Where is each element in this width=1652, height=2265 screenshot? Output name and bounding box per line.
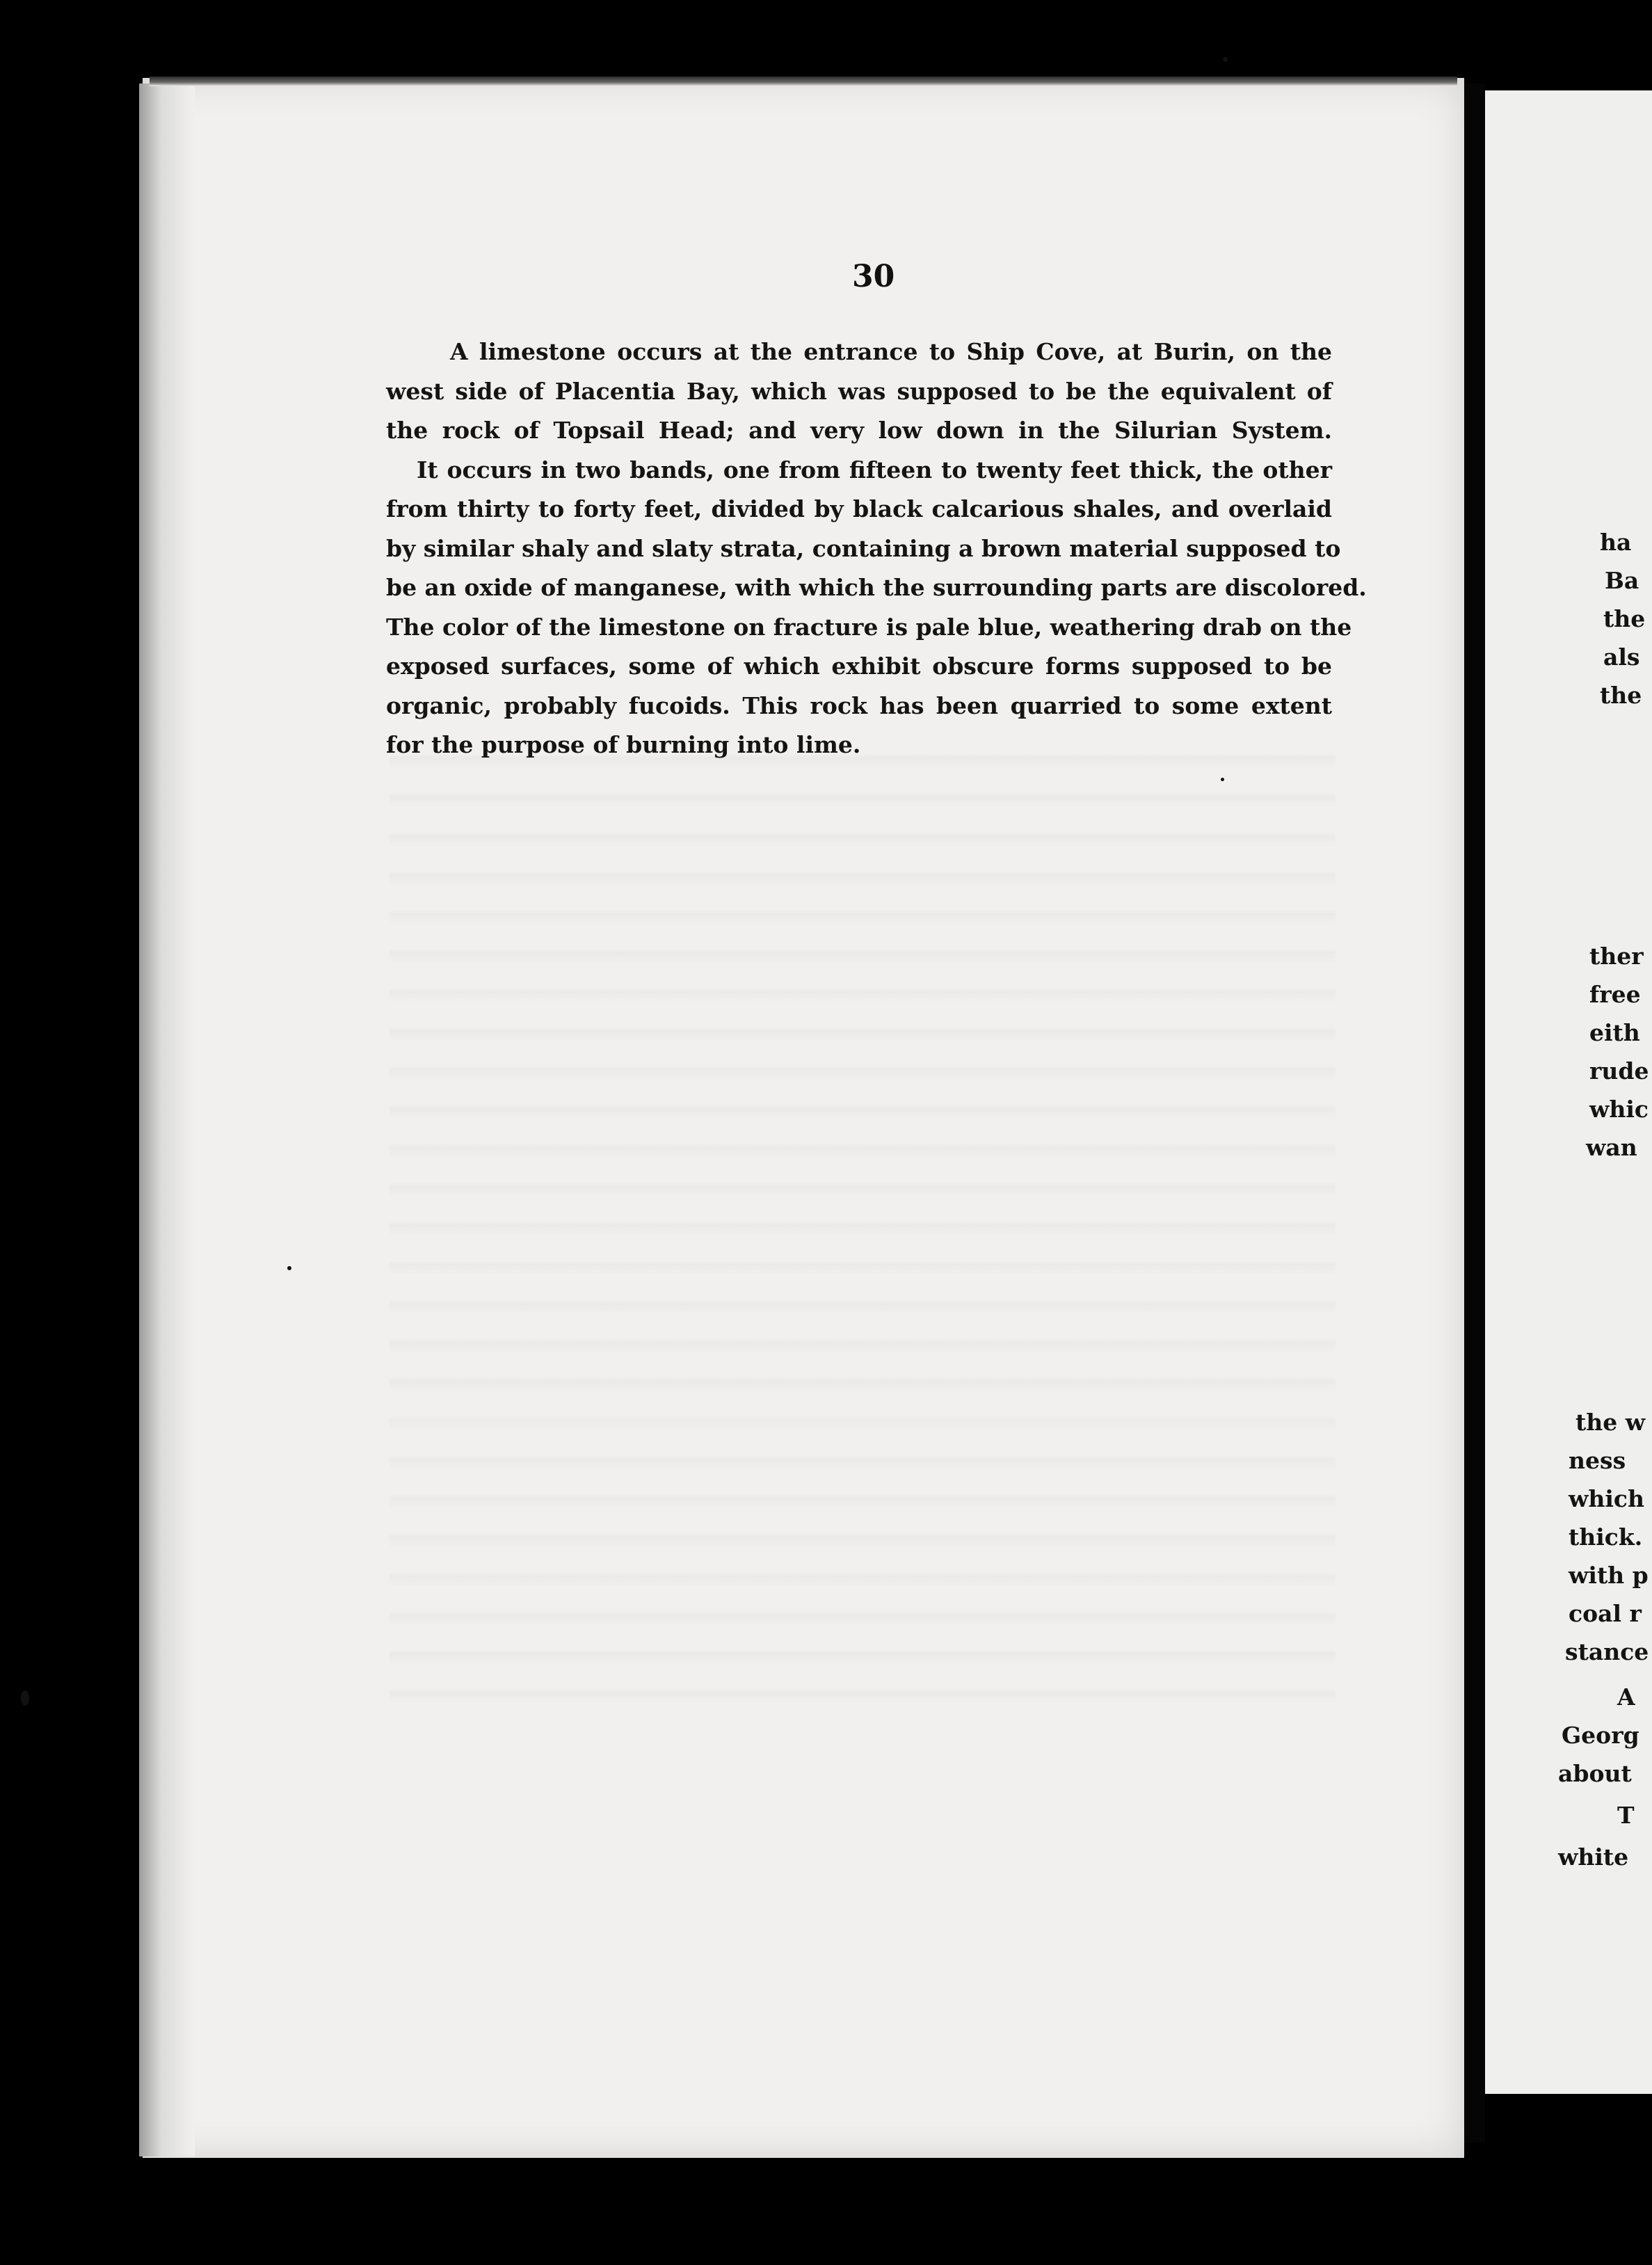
right-page-fragment: free (1589, 981, 1641, 1008)
text-line: The color of the limestone on fracture is pale blue, weathering drab on the (386, 613, 1352, 641)
right-page-fragment: Ba (1605, 567, 1639, 594)
text-line: exposed surfaces, some of which exhibit obscure forms supposed to be (386, 653, 1332, 680)
right-page-fragment: ha (1600, 529, 1632, 556)
right-page-fragment: which (1569, 1485, 1645, 1512)
right-page-fragment: als (1603, 643, 1640, 671)
body-text (386, 333, 1367, 765)
text-line: be an oxide of manganese, with which the surrounding parts are discolored. (386, 574, 1367, 601)
page-number: 30 (852, 259, 895, 294)
right-page-fragment: the (1600, 682, 1642, 709)
right-page-fragment: thick. (1569, 1523, 1643, 1551)
text-line: by similar shaly and slaty strata, containing a brown material supposed to (386, 534, 1341, 562)
right-page-fragment: whic (1589, 1096, 1649, 1123)
right-page-fragment: T (1617, 1802, 1635, 1829)
right-page-fragment: Georg (1562, 1722, 1639, 1749)
right-page-fragment: A (1617, 1683, 1635, 1711)
show-through-text (390, 730, 1336, 1704)
text-line: organic, probably fucoids. This rock has been quarried to some extent (386, 691, 1332, 719)
right-page-fragment: about (1558, 1760, 1632, 1787)
right-page-fragment: wan (1586, 1134, 1637, 1161)
right-page-fragment: eith (1589, 1019, 1640, 1046)
scan-speck (21, 1690, 29, 1706)
right-page-fragment: coal r (1569, 1600, 1642, 1627)
text-line: It occurs in two bands, one from fifteen to twenty feet thick, the other (417, 456, 1332, 483)
right-page-fragment: rude (1589, 1057, 1649, 1085)
right-page-fragment: the (1603, 605, 1646, 632)
page-top-edge (150, 77, 1457, 86)
right-page-fragment: stance (1565, 1638, 1649, 1665)
scan-speck (1223, 57, 1228, 62)
right-page-fragment: ther (1589, 943, 1644, 970)
page-stack-edge (139, 83, 195, 2156)
text-line: from thirty to forty feet, divided by black calcarious shales, and overlaid (386, 495, 1332, 522)
text-line: for the purpose of burning into lime. (386, 731, 861, 758)
scan-speck (1221, 778, 1224, 781)
text-line: the rock of Topsail Head; and very low down in the Silurian System. (386, 417, 1332, 444)
right-page-fragment: with p (1569, 1562, 1649, 1589)
scan-speck (287, 1266, 291, 1270)
right-page-fragment: white (1558, 1843, 1629, 1871)
text-line: west side of Placentia Bay, which was supposed to be the equivalent of (386, 377, 1332, 405)
book-gutter (1464, 83, 1485, 2143)
right-page-fragment: the w (1575, 1409, 1646, 1436)
text-line: A limestone occurs at the entrance to Ship Cove, at Burin, on the (450, 338, 1332, 365)
right-page (1485, 90, 1652, 2094)
right-page-fragment: ness (1569, 1447, 1626, 1474)
